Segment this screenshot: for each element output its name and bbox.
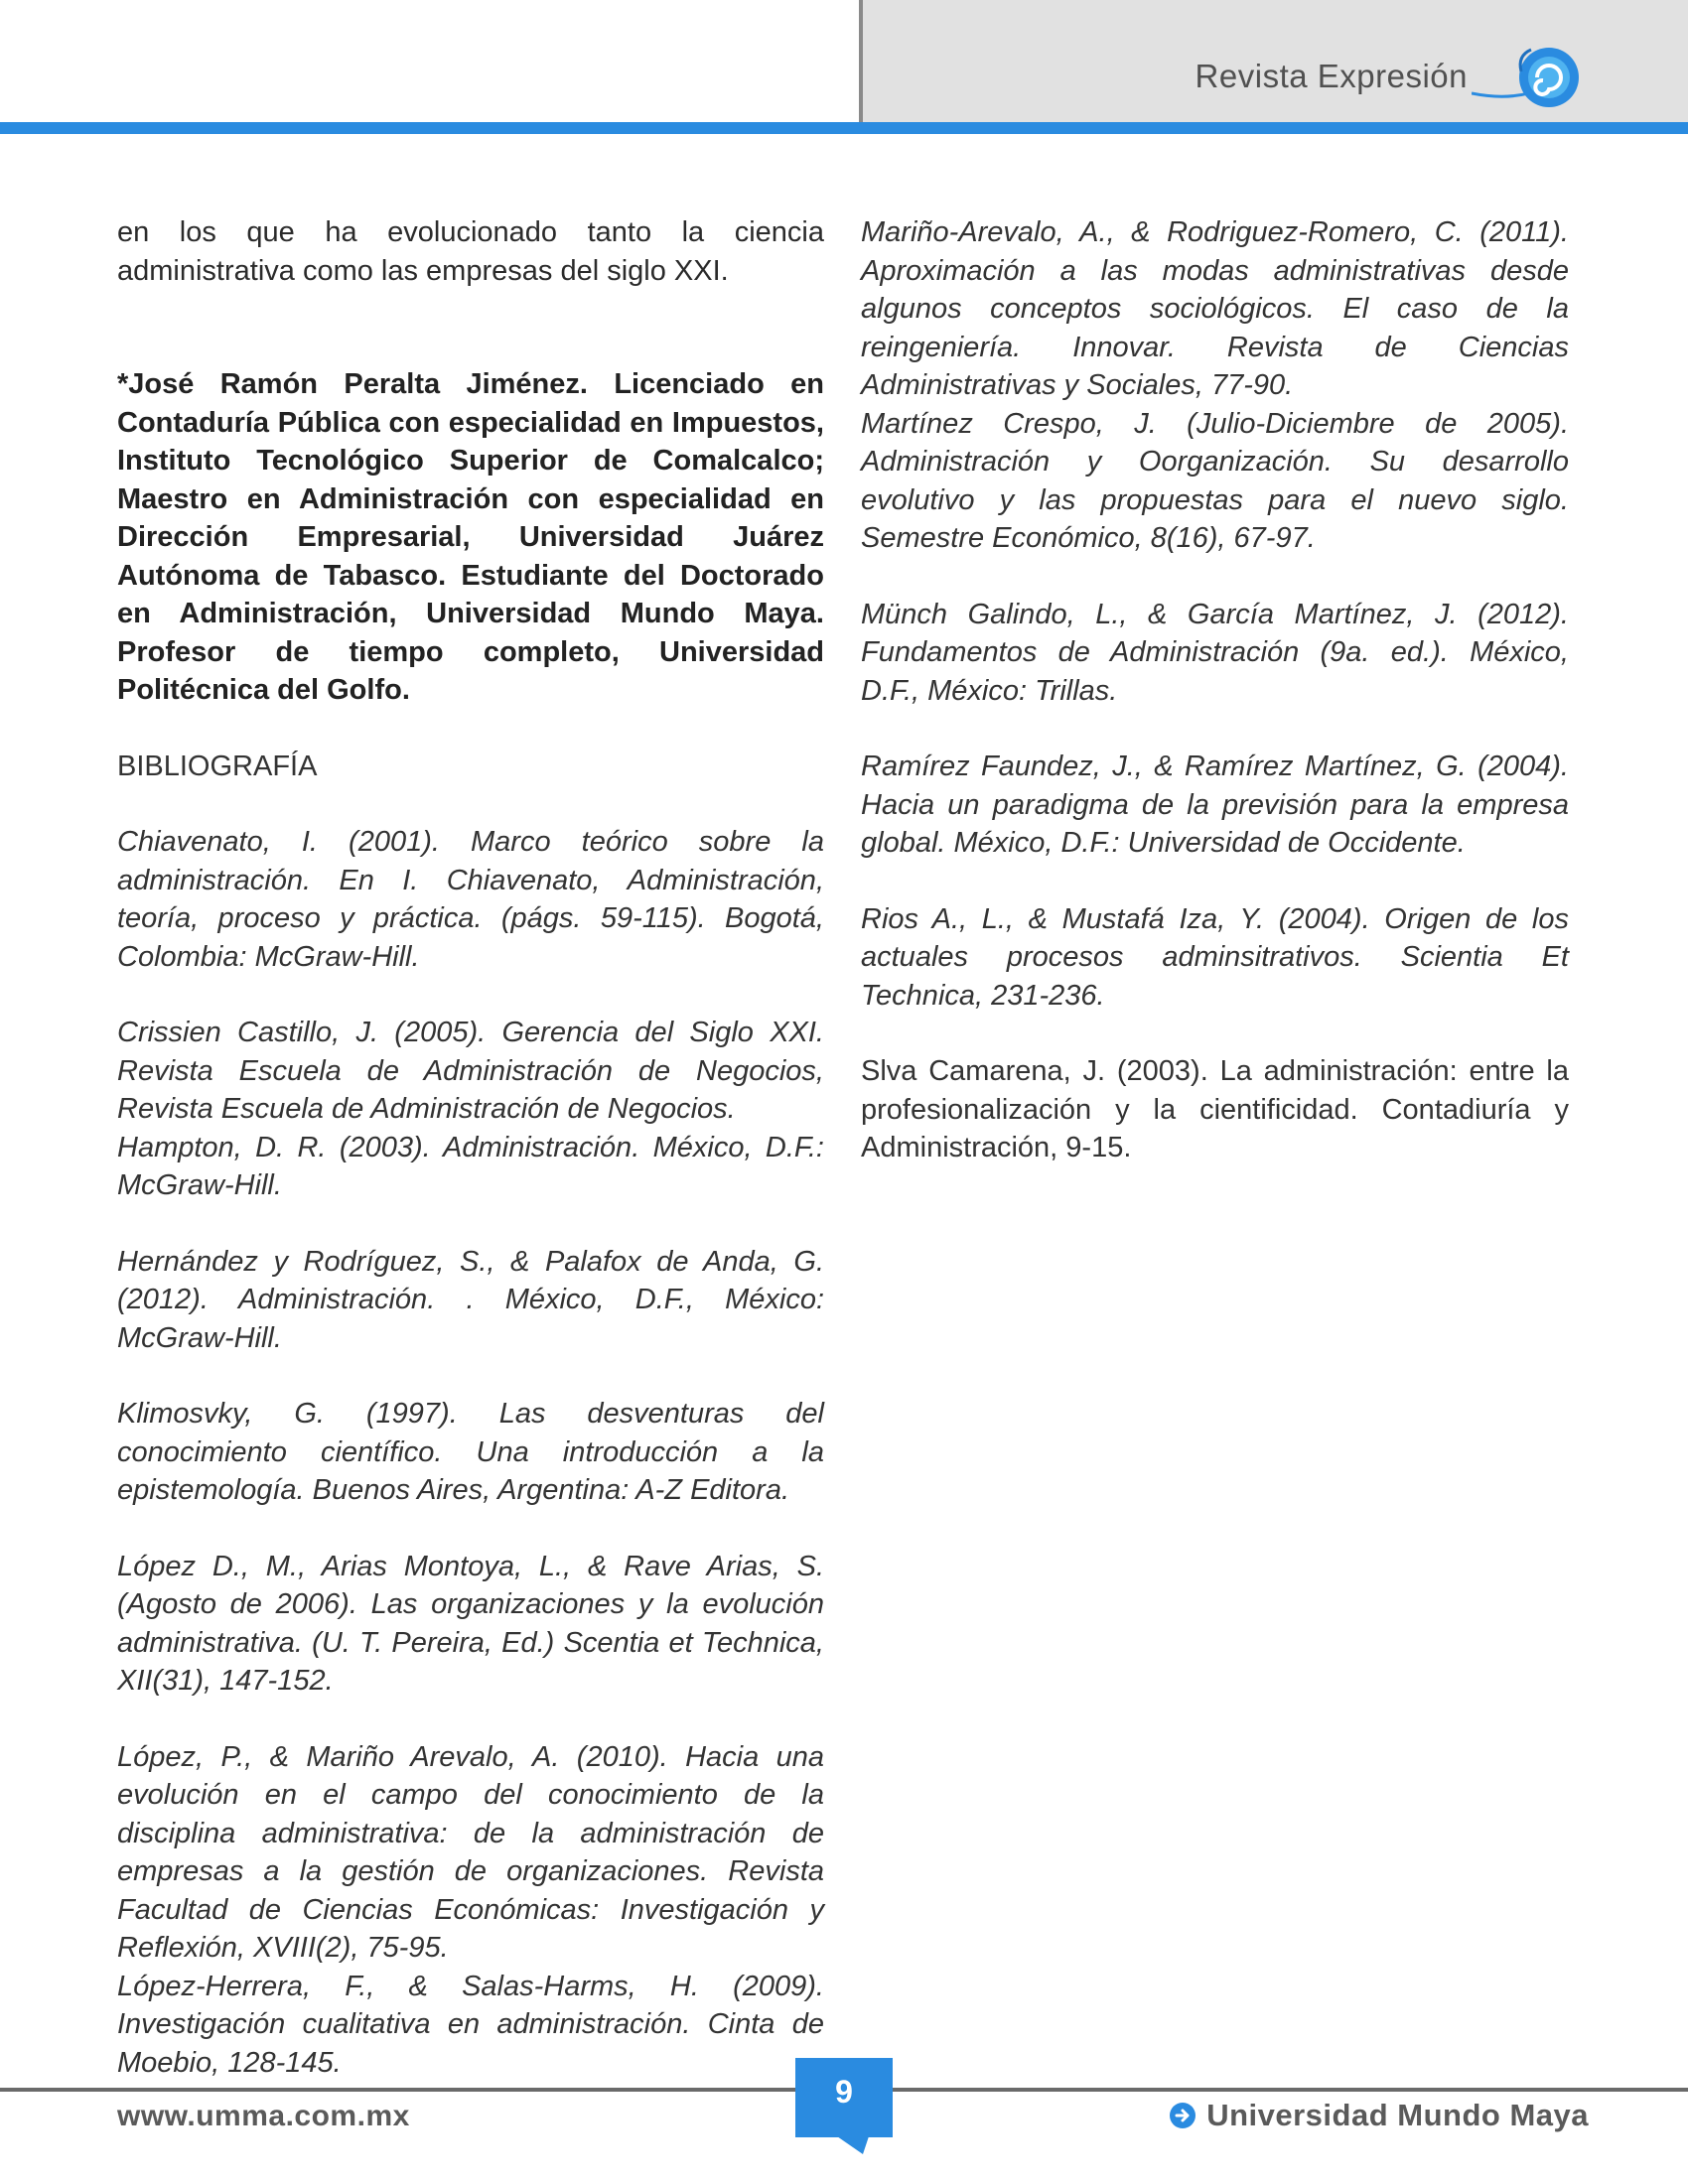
- footer-university: [1169, 2098, 1589, 2133]
- page-tab-notch: [837, 2136, 869, 2154]
- left-column: [117, 213, 824, 2082]
- journal-title: Revista Expresión: [1195, 58, 1468, 94]
- reference-item: Klimosvky, G. (1997). Las desventuras del conocimiento científico. Una introducción a la epistemología. Buenos Aires, Argentina: A-Z Editora.: [117, 1398, 824, 1506]
- university-name: Universidad Mundo Maya: [1206, 2098, 1589, 2132]
- page-number: 9: [795, 2058, 893, 2137]
- reference-item: Chiavenato, I. (2001). Marco teórico sobre la administración. En I. Chiavenato, Administración, teoría, proceso y práctica. (págs. 59-115). Bogotá, Colombia: McGraw-Hill.: [117, 826, 824, 973]
- right-column: [861, 213, 1569, 1167]
- reference-item: Hernández y Rodríguez, S., & Palafox de Anda, G. (2012). Administración. . México, D.F., México: McGraw-Hill.: [117, 1245, 824, 1354]
- arrow-right-circle-icon: [1169, 2102, 1196, 2129]
- author-bio: *José Ramón Peralta Jiménez. Licenciado en Contaduría Pública con especialidad en Impuestos, Instituto Tecnológico Superior de Comalcalco; Maestro en Administración con especialidad en Dirección Empresarial, Universidad Juárez Autónoma de Tabasco. Estudiante del Doctorado en Administración, Universidad Mundo Maya. Profesor de tiempo completo, Universidad Politécnica del Golfo.: [117, 368, 824, 706]
- reference-item: Slva Camarena, J. (2003). La administración: entre la profesionalización y la cientificidad. Contadiuría y Administración, 9-15.: [861, 1055, 1569, 1163]
- reference-item: López-Herrera, F., & Salas-Harms, H. (2009). Investigación cualitativa en administración. Cinta de Moebio, 128-145.: [117, 1970, 824, 2079]
- footer-website-link[interactable]: www.umma.com.mx: [117, 2100, 410, 2132]
- spiral-wave-icon: [1472, 42, 1591, 121]
- reference-item: Martínez Crespo, J. (Julio-Diciembre de 2005). Administración y Oorganización. Su desarrollo evolutivo y las propuestas para el nuevo siglo. Semestre Económico, 8(16), 67-97.: [861, 407, 1569, 554]
- reference-item: Mariño-Arevalo, A., & Rodriguez-Romero, C. (2011). Aproximación a las modas administrativas desde algunos conceptos sociológicos. El caso de la reingeniería. Innovar. Revista de Ciencias Administrativas y Sociales, 77-90.: [861, 216, 1569, 401]
- reference-item: Rios A., L., & Mustafá Iza, Y. (2004). Origen de los actuales procesos adminsitrativos. Scientia Et Technica, 231-236.: [861, 902, 1569, 1012]
- reference-item: Münch Galindo, L., & García Martínez, J. (2012). Fundamentos de Administración (9a. ed.). México, D.F., México: Trillas.: [861, 598, 1569, 707]
- reference-item: López D., M., Arias Montoya, L., & Rave Arias, S. (Agosto de 2006). Las organizaciones y la evolución administrativa. (U. T. Pereira, Ed.) Scentia et Technica, XII(31), 147-152.: [117, 1550, 824, 1697]
- bibliography-heading: BIBLIOGRAFÍA: [117, 750, 318, 782]
- intro-paragraph: en los que ha evolucionado tanto la ciencia administrativa como las empresas del siglo XXI.: [117, 216, 824, 287]
- reference-item: Crissien Castillo, J. (2005). Gerencia del Siglo XXI. Revista Escuela de Administración de Negocios, Revista Escuela de Administración de Negocios.: [117, 1017, 824, 1125]
- reference-item: López, P., & Mariño Arevalo, A. (2010). Hacia una evolución en el campo del conocimiento de la disciplina administrativa: de la administración de empresas a la gestión de organizaciones. Revista Facultad de Ciencias Económicas: Investigación y Reflexión, XVIII(2), 75-95.: [117, 1740, 824, 1964]
- reference-item: Ramírez Faundez, J., & Ramírez Martínez, G. (2004). Hacia un paradigma de la previsión para la empresa global. México, D.F.: Universidad de Occidente.: [861, 751, 1569, 859]
- header-accent-bar: [0, 122, 1688, 134]
- reference-item: Hampton, D. R. (2003). Administración. México, D.F.: McGraw-Hill.: [117, 1131, 824, 1201]
